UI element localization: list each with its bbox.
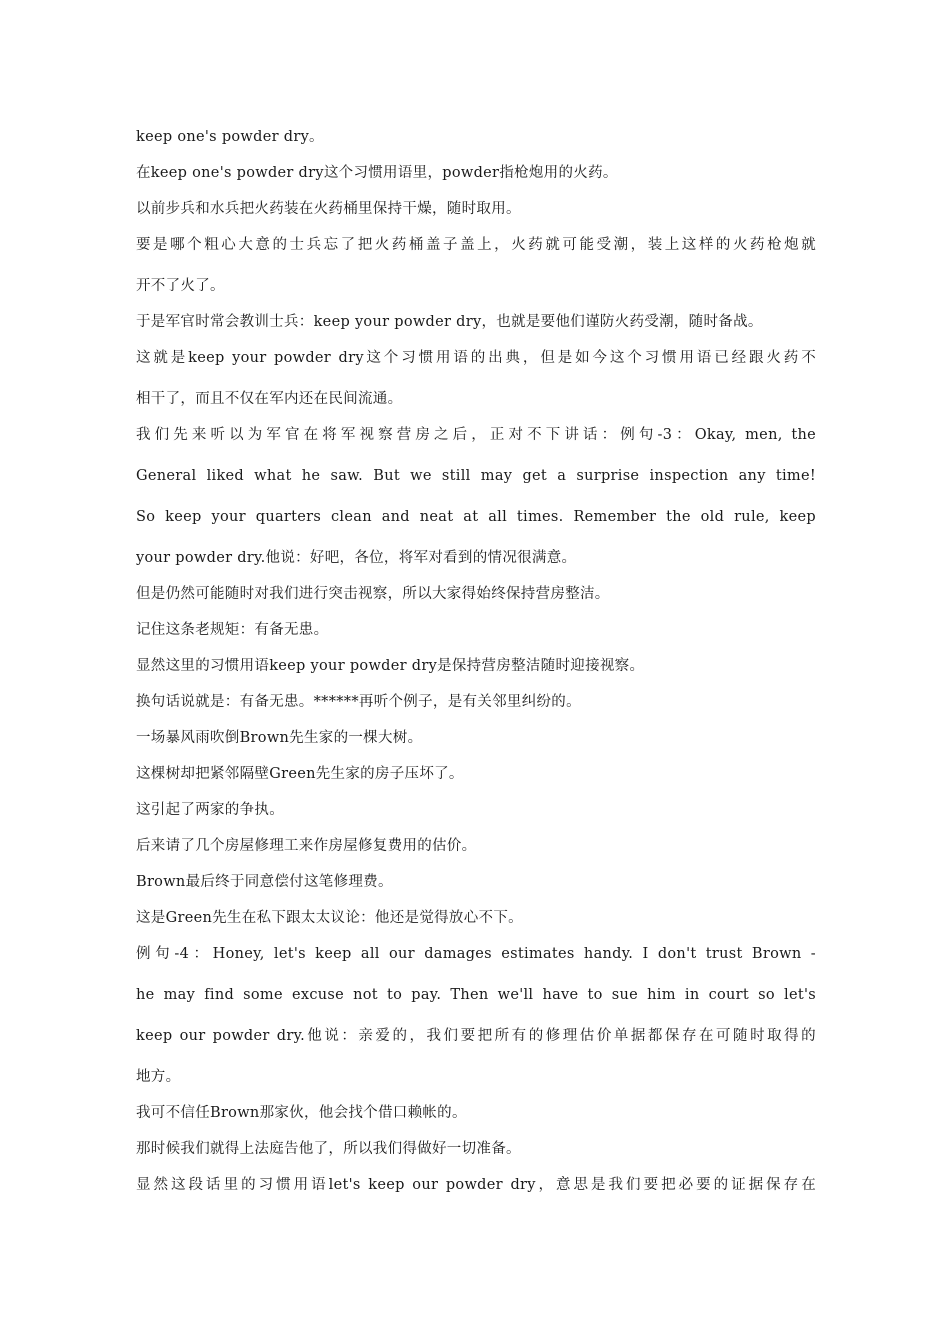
text-line: 这是Green先生在私下跟太太议论：他还是觉得放心不下。 xyxy=(136,910,523,926)
text-line: 相干了，而且不仅在军内还在民间流通。 xyxy=(136,391,403,407)
text-line: 以前步兵和水兵把火药装在火药桶里保持干燥，随时取用。 xyxy=(136,201,521,217)
document-body xyxy=(136,124,816,1208)
text-line: 那时候我们就得上法庭告他了，所以我们得做好一切准备。 xyxy=(136,1141,521,1157)
text-line: 例句-4：Honey, let's keep all our damages estimates handy. I don't trust Brown - xyxy=(136,946,816,962)
text-line: 要是哪个粗心大意的士兵忘了把火药桶盖子盖上，火药就可能受潮，装上这样的火药枪炮就 xyxy=(136,237,816,253)
text-line: 记住这条老规矩：有备无患。 xyxy=(136,622,329,638)
text-line: 显然这段话里的习惯用语let's keep our powder dry，意思是我们要把必要的证据保存在 xyxy=(136,1177,816,1193)
text-line: 我可不信任Brown那家伙，他会找个借口赖帐的。 xyxy=(136,1105,467,1121)
text-line: 换句话说就是：有备无患。******再听个例子，是有关邻里纠纷的。 xyxy=(136,694,581,710)
text-line: your powder dry.他说：好吧，各位，将军对看到的情况很满意。 xyxy=(136,550,577,566)
text-line: Brown最后终于同意偿付这笔修理费。 xyxy=(136,874,393,890)
text-line: 后来请了几个房屋修理工来作房屋修复费用的估价。 xyxy=(136,838,477,854)
text-line: 显然这里的习惯用语keep your powder dry是保持营房整洁随时迎接视察。 xyxy=(136,658,645,674)
text-line: General liked what he saw. But we still may get a surprise inspection any time! xyxy=(136,468,816,484)
text-line: 开不了火了。 xyxy=(136,278,225,294)
text-line: 这棵树却把紧邻隔壁Green先生家的房子压坏了。 xyxy=(136,766,464,782)
text-line: 于是军官时常会教训士兵：keep your powder dry，也就是要他们谨防火药受潮，随时备战。 xyxy=(136,314,763,330)
text-line: keep our powder dry.他说：亲爱的，我们要把所有的修理估价单据都保存在可随时取得的 xyxy=(136,1028,816,1044)
text-line: So keep your quarters clean and neat at all times. Remember the old rule, keep xyxy=(136,509,816,525)
text-line: keep one's powder dry。 xyxy=(136,129,324,145)
text-line: 地方。 xyxy=(136,1069,181,1085)
text-line: 这引起了两家的争执。 xyxy=(136,802,284,818)
text-line: 在keep one's powder dry这个习惯用语里，powder指枪炮用的火药。 xyxy=(136,165,618,181)
text-line: 这就是keep your powder dry这个习惯用语的出典，但是如今这个习惯用语已经跟火药不 xyxy=(136,350,816,366)
text-line: he may find some excuse not to pay. Then we'll have to sue him in court so let's xyxy=(136,987,816,1003)
text-line: 但是仍然可能随时对我们进行突击视察，所以大家得始终保持营房整洁。 xyxy=(136,586,610,602)
text-line: 我们先来听以为军官在将军视察营房之后，正对不下讲话：例句-3：Okay, men, the xyxy=(136,427,816,443)
text-line: 一场暴风雨吹倒Brown先生家的一棵大树。 xyxy=(136,730,423,746)
